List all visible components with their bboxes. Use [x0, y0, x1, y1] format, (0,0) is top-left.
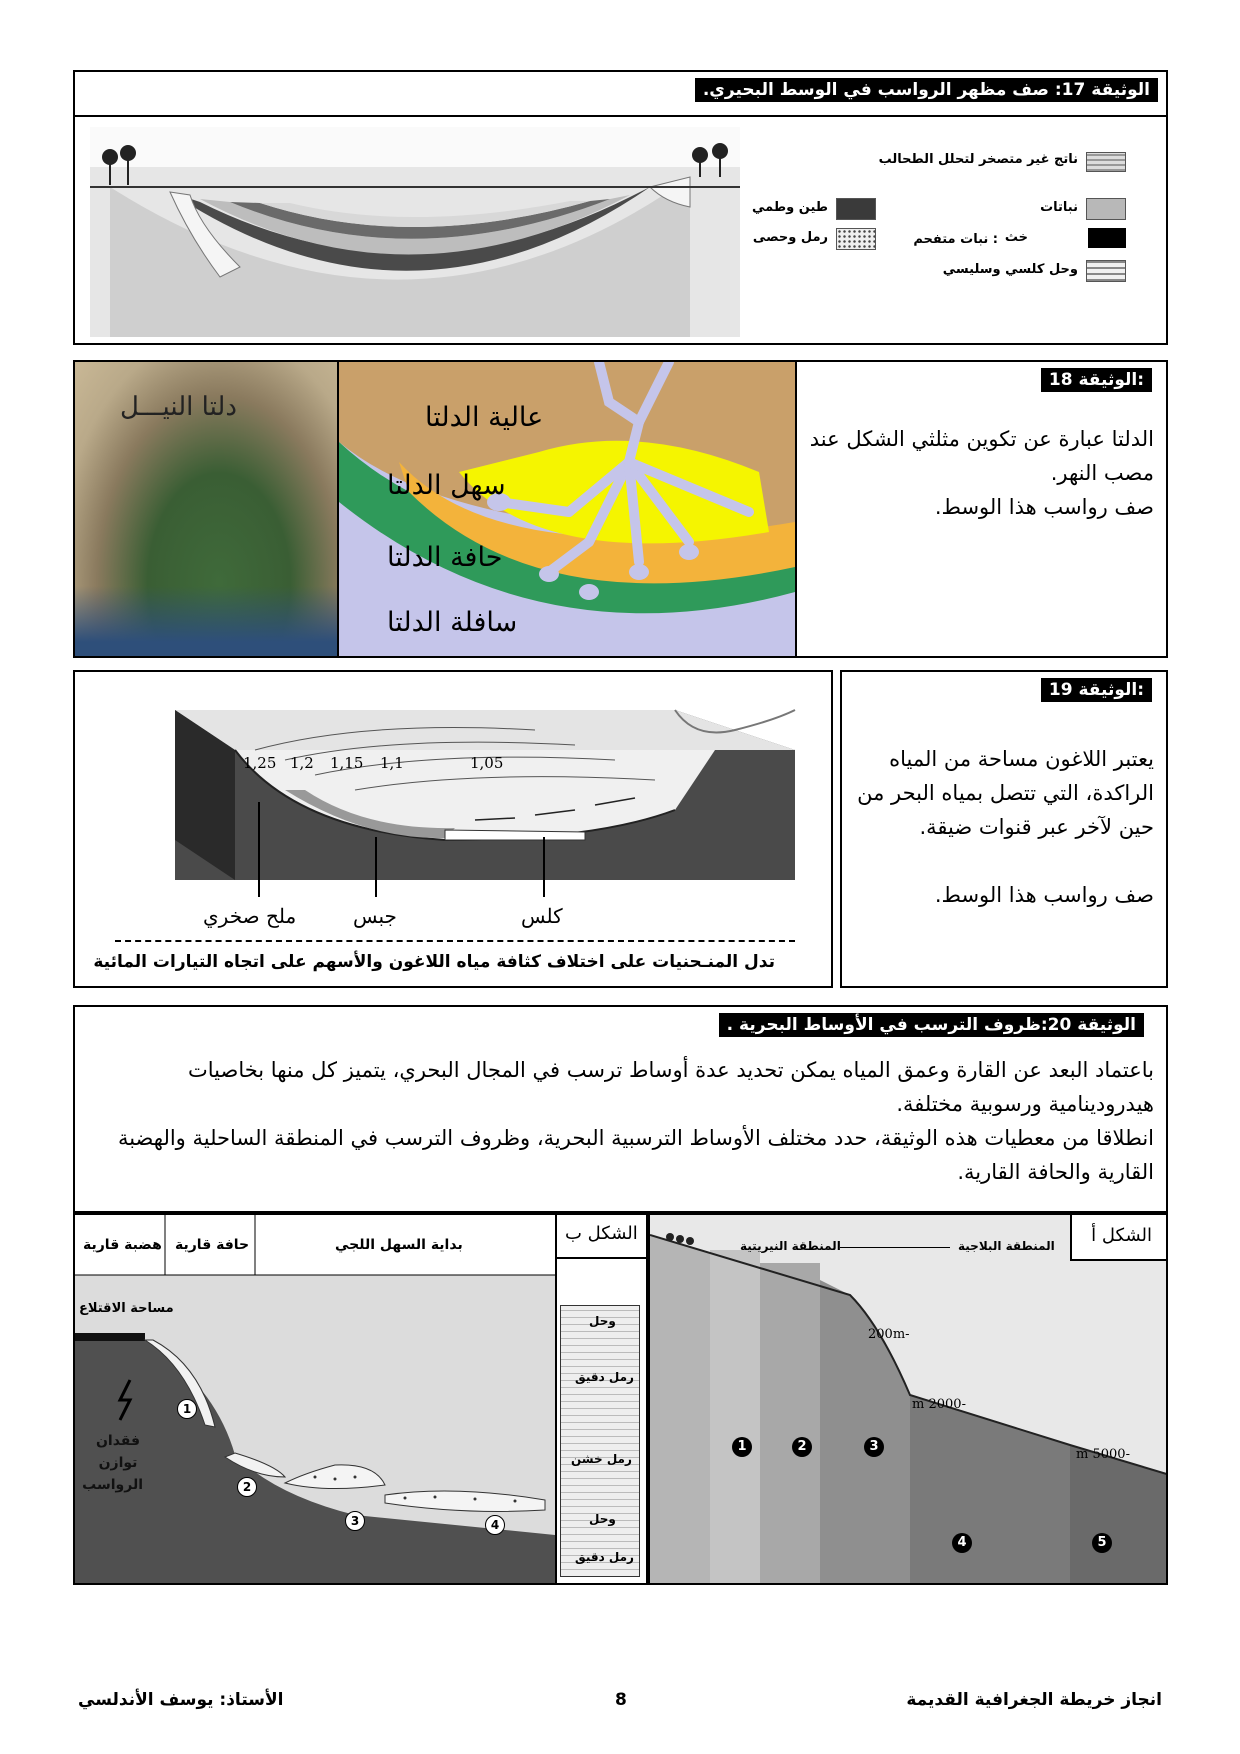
footer-teacher: الأستاذ: يوسف الأندلسي	[78, 1690, 284, 1710]
doc19-text-2: صف رواسب هذا الوسط.	[934, 883, 1154, 907]
lagoon-diagram	[115, 690, 815, 890]
label-limestone: كلس	[521, 904, 563, 928]
legend-label-clay: طين وطمي	[752, 200, 828, 215]
fig-a-num-3: 3	[864, 1437, 884, 1457]
legend-label-peat: خث	[1004, 230, 1028, 245]
column-coarse-sand: رمل خشن	[571, 1452, 632, 1466]
doc20-text-1: باعتماد البعد عن القارة وعمق المياه يمكن تحديد عدة أوساط ترسب في المجال البحري، يتميز كل منها بخاصيات هيدرودينامية ورسوبية مختلفة.	[187, 1058, 1154, 1116]
fig-a-depth-5000: -5000 m	[1076, 1447, 1130, 1462]
fig-a-depth-2000: -2000 m	[912, 1397, 966, 1412]
doc18-text-2: صف رواسب هذا الوسط.	[934, 495, 1154, 519]
doc20-box	[73, 1005, 1168, 1213]
fig-a-num-1: 1	[732, 1437, 752, 1457]
zone-delta-plain: سهل الدلتا	[387, 470, 506, 501]
legend-label-algae: ناتج غير متصخر لتحلل الطحالب	[878, 152, 1078, 167]
doc19-dashed-line	[115, 940, 795, 942]
fig-a-label: الشكل أ	[1091, 1225, 1152, 1246]
fig-b-box	[73, 1213, 648, 1585]
doc18-divider-2	[795, 362, 797, 656]
doc20-title: الوثيقة 20:ظروف الترسب في الأوساط البحرية .	[719, 1013, 1144, 1037]
doc17-box	[73, 70, 1168, 345]
fig-b-num-2: 2	[237, 1477, 257, 1497]
fig-b-header-plateau: هضبة قارية	[83, 1237, 162, 1253]
zone-upper-delta: عالية الدلتا	[425, 402, 544, 433]
sediment-column	[560, 1305, 640, 1577]
fig-b-diagram	[75, 1215, 555, 1583]
fig-a-depth-200: -200m	[868, 1327, 910, 1342]
fig-b-erosion-area: مساحة الاقتلاع	[79, 1301, 174, 1316]
doc17-title: الوثيقة 17: صف مظهر الرواسب في الوسط البحيري.	[695, 78, 1158, 102]
fig-a-zone-pelagic: المنطقة البلاجية	[958, 1239, 1055, 1253]
doc19-text-1: يعتبر اللاغون مساحة من المياه الراكدة، التي تتصل بمياه البحر من حين لآخر عبر قنوات ضيقة.	[857, 747, 1154, 839]
fig-a-diagram	[650, 1215, 1168, 1583]
legend-swatch-stripes	[1086, 260, 1126, 282]
fig-a-num-2: 2	[792, 1437, 812, 1457]
legend-swatch-dots	[836, 228, 876, 250]
nile-delta-photo	[75, 362, 337, 656]
column-mud-1: وحل	[589, 1314, 616, 1328]
fig-b-divider	[555, 1215, 557, 1583]
fig-b-label-box	[555, 1215, 648, 1259]
legend-label-charred: : نبات متفحم	[913, 232, 998, 247]
pointer-gypsum	[375, 837, 377, 897]
legend-swatch-dark	[836, 198, 876, 220]
doc18-title: :الوثيقة 18	[1041, 368, 1152, 392]
column-fine-sand-1: رمل دقيق	[575, 1370, 634, 1384]
doc18-box	[73, 360, 1168, 658]
fig-b-sediment-imbalance: فقدان توازن الرواسب	[82, 1433, 143, 1493]
fig-b-header-edge: حافة قارية	[175, 1237, 250, 1253]
legend-swatch-grey	[1086, 198, 1126, 220]
legend-swatch-black	[1088, 228, 1126, 248]
density-1-2: 1,2	[290, 754, 314, 772]
density-1-15: 1,15	[330, 754, 364, 772]
density-1-1: 1,1	[380, 754, 404, 772]
legend-label-sand: رمل وحصى	[752, 230, 828, 245]
footer-title: انجاز خريطة الجغرافية القديمة	[906, 1690, 1162, 1710]
fig-b-num-3: 3	[345, 1511, 365, 1531]
doc19-caption: تدل المنـحنيات على اختلاف كثافة مياه اللاغون والأسهم على اتجاه التيارات المائية	[93, 952, 775, 972]
zone-delta-edge: حافة الدلتا	[387, 542, 503, 573]
pointer-limestone	[543, 837, 545, 897]
legend-label-plants: نباتات	[1040, 200, 1078, 215]
density-1-05: 1,05	[470, 754, 504, 772]
label-rock-salt: ملح صخري	[203, 904, 297, 928]
fig-a-num-4: 4	[952, 1533, 972, 1553]
pointer-rock-salt	[258, 802, 260, 897]
legend-swatch-lines	[1086, 152, 1126, 172]
zone-lower-delta: سافلة الدلتا	[387, 607, 518, 638]
fig-a-box	[648, 1213, 1168, 1585]
doc18-text-1: الدلتا عبارة عن تكوين مثلثي الشكل عند مصب النهر.	[809, 427, 1154, 485]
lake-cross-section	[90, 127, 740, 337]
page-number: 8	[615, 1690, 627, 1710]
doc19-title: :الوثيقة 19	[1041, 678, 1152, 702]
fig-b-num-1: 1	[177, 1399, 197, 1419]
doc19-text-box	[840, 670, 1168, 988]
fig-b-header-abyssal: بداية السهل اللجي	[335, 1237, 463, 1253]
fig-b-label: الشكل ب	[565, 1223, 638, 1244]
doc17-divider	[75, 115, 1166, 117]
nile-delta-label: دلتا النيـــل	[120, 392, 237, 422]
doc20-text-2: انطلاقا من معطيات هذه الوثيقة، حدد مختلف الأوساط الترسبية البحرية، وظروف الترسب في المنطقة الساحلية والهضبة القارية والحافة القارية.	[117, 1126, 1154, 1184]
legend-label-mud: وحل كلسي وسليسي	[942, 262, 1078, 277]
doc19-figure-box	[73, 670, 833, 988]
fig-b-num-4: 4	[485, 1515, 505, 1535]
label-gypsum: جبس	[353, 904, 397, 928]
fig-a-num-5: 5	[1092, 1533, 1112, 1553]
fig-a-zone-neritic: المنطقة النيريتية	[740, 1239, 841, 1253]
density-1-25: 1,25	[243, 754, 277, 772]
fig-a-arrow-pelagic	[840, 1247, 950, 1248]
column-fine-sand-2: رمل دقيق	[575, 1550, 634, 1564]
column-mud-2: وحل	[589, 1512, 616, 1526]
